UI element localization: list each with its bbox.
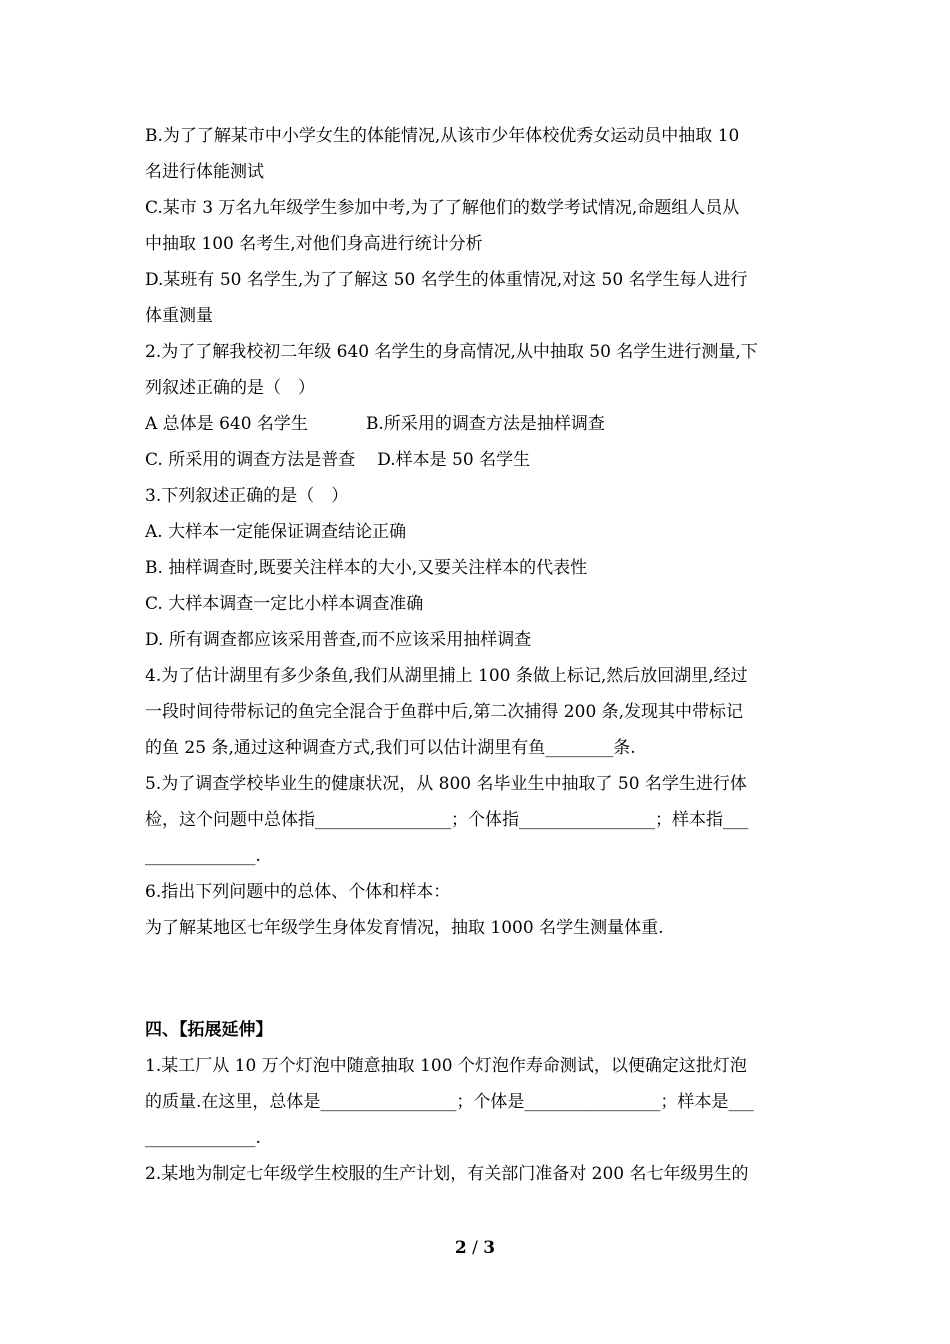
text-line: 的质量.在这里，总体是________________；个体是________________；样本是___ [145,1092,754,1112]
text-line: 2.某地为制定七年级学生校服的生产计划，有关部门准备对 200 名七年级男生的 [145,1164,749,1184]
text-line: 2.为了了解我校初二年级 640 名学生的身高情况,从中抽取 50 名学生进行测量,下 [145,342,758,362]
text-line: D. 所有调查都应该采用普查,而不应该采用抽样调查 [145,630,532,650]
spacer [145,946,813,1012]
text-line: C. 大样本调查一定比小样本调查准确 [145,594,424,614]
text-line: D.某班有 50 名学生,为了了解这 50 名学生的体重情况,对这 50 名学生每人进行 [145,270,748,290]
text-line: 一段时间待带标记的鱼完全混合于鱼群中后,第二次捕得 200 条,发现其中带标记 [145,702,744,722]
section-title: 四、【拓展延伸】 [145,1020,273,1040]
text-line: 6.指出下列问题中的总体、个体和样本： [145,882,451,902]
text-line: 名进行体能测试 [145,162,264,182]
text-line: B. 抽样调查时,既要关注样本的大小,又要关注样本的代表性 [145,558,588,578]
q2-option-c: C. 所采用的调查方法是普查 [145,450,356,470]
q2-options-row-1 [145,406,813,442]
text-line: 检，这个问题中总体指________________；个体指________________；样本指___ [145,810,749,830]
text-line: 1.某工厂从 10 万个灯泡中随意抽取 100 个灯泡作寿命测试，以便确定这批灯泡 [145,1056,747,1076]
text-line: 3.下列叙述正确的是（ ） [145,486,349,506]
text-line: 4.为了估计湖里有多少条鱼,我们从湖里捕上 100 条做上标记,然后放回湖里,经过 [145,666,748,686]
text-line: _____________. [145,846,261,866]
total-pages: 3 [483,1238,496,1258]
text-line: 中抽取 100 名考生,对他们身高进行统计分析 [145,234,483,254]
q2-options-row-2 [145,442,813,478]
text-line: B.为了了解某市中小学女生的体能情况,从该市少年体校优秀女运动员中抽取 10 [145,126,740,146]
page-separator: / [466,1238,484,1258]
page-number [0,1238,950,1258]
text-line: 体重测量 [145,306,213,326]
current-page: 2 [454,1238,467,1258]
text-line: 5.为了调查学校毕业生的健康状况，从 800 名毕业生中抽取了 50 名学生进行体 [145,774,747,794]
text-line: 列叙述正确的是（ ） [145,378,315,398]
q2-option-b: B.所采用的调查方法是抽样调查 [365,414,605,434]
text-line: _____________. [145,1128,261,1148]
document-body [145,118,813,1192]
q2-option-d: D.样本是 50 名学生 [377,450,531,470]
q2-option-a: A 总体是 640 名学生 [145,414,308,434]
text-line: 的鱼 25 条,通过这种调查方式,我们可以估计湖里有鱼________条. [145,738,636,758]
text-line: A. 大样本一定能保证调查结论正确 [145,522,407,542]
text-line: C.某市 3 万名九年级学生参加中考,为了了解他们的数学考试情况,命题组人员从 [145,198,740,218]
text-line: 为了解某地区七年级学生身体发育情况，抽取 1000 名学生测量体重. [145,918,664,938]
